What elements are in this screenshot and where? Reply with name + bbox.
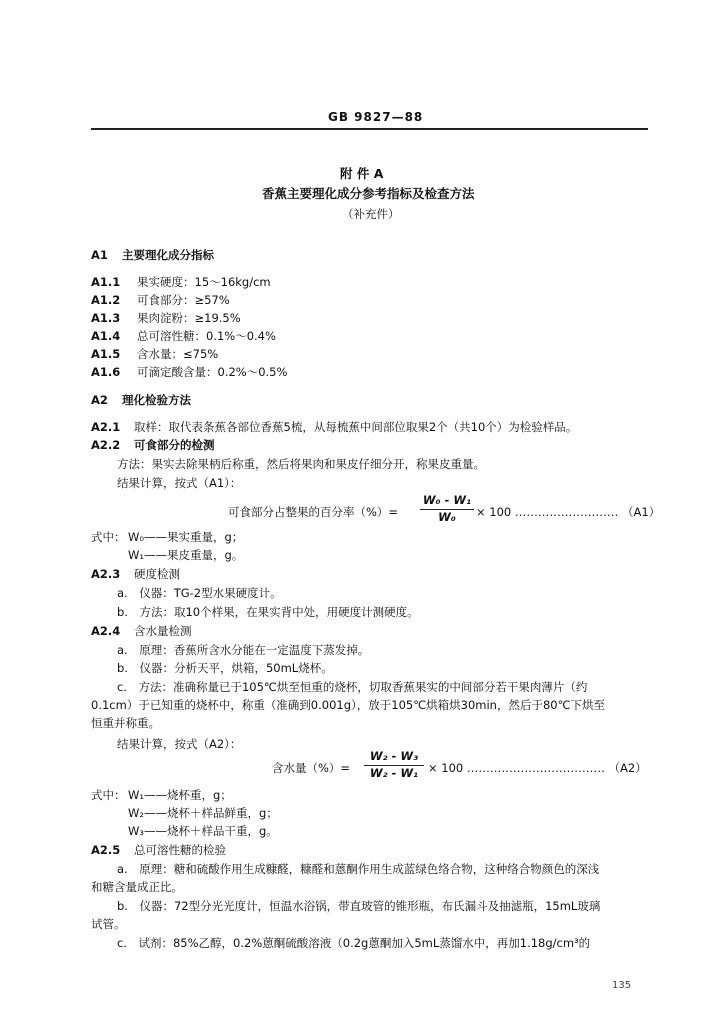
variable-definition: W₁——烧杯重，g； (128, 788, 232, 802)
item-number: A1.3 (91, 311, 121, 325)
formula-a2-denominator: W₂ - W₁ (369, 765, 419, 780)
item-number: A1.2 (91, 293, 121, 307)
item-text: 果实硬度：15～16kg/cm (137, 275, 271, 289)
standard-code: GB 9827—88 (328, 110, 424, 124)
subsection-number: A2.2 (91, 438, 121, 452)
section-a2-heading: 理化检验方法 (122, 393, 191, 407)
paragraph: 结果计算，按式（A1）： (117, 476, 242, 490)
section-a1-heading: 主要理化成分指标 (122, 248, 214, 262)
formula-a1-rhs: × 100 ……………………… （A1） (476, 505, 661, 519)
item-text: 含水量：≤75% (137, 347, 219, 361)
item-text: 果肉淀粉：≥19.5% (137, 311, 241, 325)
formula-a1-denominator: W₀ (438, 509, 456, 524)
item-text: 可滴定酸含量：0.2%～0.5% (137, 365, 288, 379)
formula-a1-numerator: W₀ - W₁ (422, 493, 472, 507)
list-item: c. 方法：准确称量已于105℃烘至恒重的烧杯，切取香蕉果实的中间部分若干果肉薄片（约 (117, 680, 588, 694)
paragraph-continuation: 和糖含量成正比。 (91, 880, 183, 894)
item-text: 可食部分：≥57% (137, 293, 230, 307)
list-item: b. 仪器：分析天平，烘箱，50mL烧杯。 (117, 661, 333, 675)
formula-a1-fraction (420, 494, 474, 525)
list-item: a. 仪器：TG-2型水果硬度计。 (117, 586, 282, 600)
header-rule (91, 128, 648, 130)
item-text: 总可溶性糖：0.1%～0.4% (137, 329, 276, 343)
page-number: 135 (612, 980, 632, 991)
formula-a2-fraction (364, 750, 424, 781)
list-item: a. 原理：香蕉所含水分能在一定温度下蒸发掉。 (117, 643, 370, 657)
variable-definition: W₀——果实重量，g； (128, 530, 244, 544)
item-number: A1.4 (91, 329, 121, 343)
item-number: A1.1 (91, 275, 121, 289)
paragraph-continuation: 0.1cm）于已知重的烧杯中，称重（准确到0.001g），放于105℃烘箱烘30min，然后于80℃下烘至 (91, 698, 606, 712)
subsection-heading: 可食部分的检测 (134, 438, 215, 452)
where-label: 式中： (91, 788, 126, 802)
subsection-heading: 含水量检测 (134, 624, 192, 638)
formula-a2-rhs: × 100 ……………………………… （A2） (428, 761, 647, 775)
paragraph-continuation: 恒重并称重。 (91, 716, 160, 730)
subsection-heading: 总可溶性糖的检验 (134, 843, 226, 857)
paragraph: 取样：取代表条蕉各部位香蕉5梳，从每梳蕉中间部位取果2个（共10个）为检验样品。 (134, 420, 578, 434)
variable-definition: W₃——烧杯＋样品干重，g。 (128, 824, 278, 838)
subsection-heading: 硬度检测 (134, 567, 180, 581)
paragraph-continuation: 试管。 (91, 917, 126, 931)
item-number: A1.5 (91, 347, 121, 361)
subsection-number: A2.1 (91, 420, 121, 434)
subsection-number: A2.5 (91, 843, 121, 857)
formula-a1-lhs: 可食部分占整果的百分率（%）= (228, 505, 399, 519)
list-item: b. 仪器：72型分光光度计，恒温水浴锅，带直玻管的锥形瓶，布氏漏斗及抽滤瓶，15mL玻璃 (117, 899, 601, 913)
appendix-title: 香蕉主要理化成分参考指标及检查方法 (262, 186, 475, 201)
formula-a2-lhs: 含水量（%）= (272, 761, 351, 775)
variable-definition: W₁——果皮重量，g。 (128, 548, 244, 562)
list-item: c. 试剂：85%乙醇，0.2%蒽酮硫酸溶液（0.2g蒽酮加入5mL蒸馏水中，再加1.18g/cm³的 (117, 936, 591, 950)
item-number: A1.6 (91, 365, 121, 379)
appendix-subtitle: （补充件） (342, 207, 400, 221)
list-item: b. 方法：取10个样果，在果实背中处，用硬度计测硬度。 (117, 605, 419, 619)
where-label: 式中： (91, 530, 126, 544)
list-item: a. 原理：糖和硫酸作用生成糠醛，糠醛和蒽酮作用生成蓝绿色络合物，这种络合物颜色的深浅 (117, 862, 600, 876)
formula-a2-numerator: W₂ - W₃ (369, 749, 419, 763)
section-a1-number: A1 (91, 248, 108, 262)
paragraph: 结果计算，按式（A2）： (117, 737, 242, 751)
subsection-number: A2.4 (91, 624, 121, 638)
paragraph: 方法：果实去除果柄后称重，然后将果肉和果皮仔细分开，称果皮重量。 (117, 457, 485, 471)
appendix-label: 附 件 A (340, 166, 384, 181)
section-a2-number: A2 (91, 393, 108, 407)
variable-definition: W₂——烧杯＋样品鲜重，g； (128, 806, 278, 820)
subsection-number: A2.3 (91, 567, 121, 581)
